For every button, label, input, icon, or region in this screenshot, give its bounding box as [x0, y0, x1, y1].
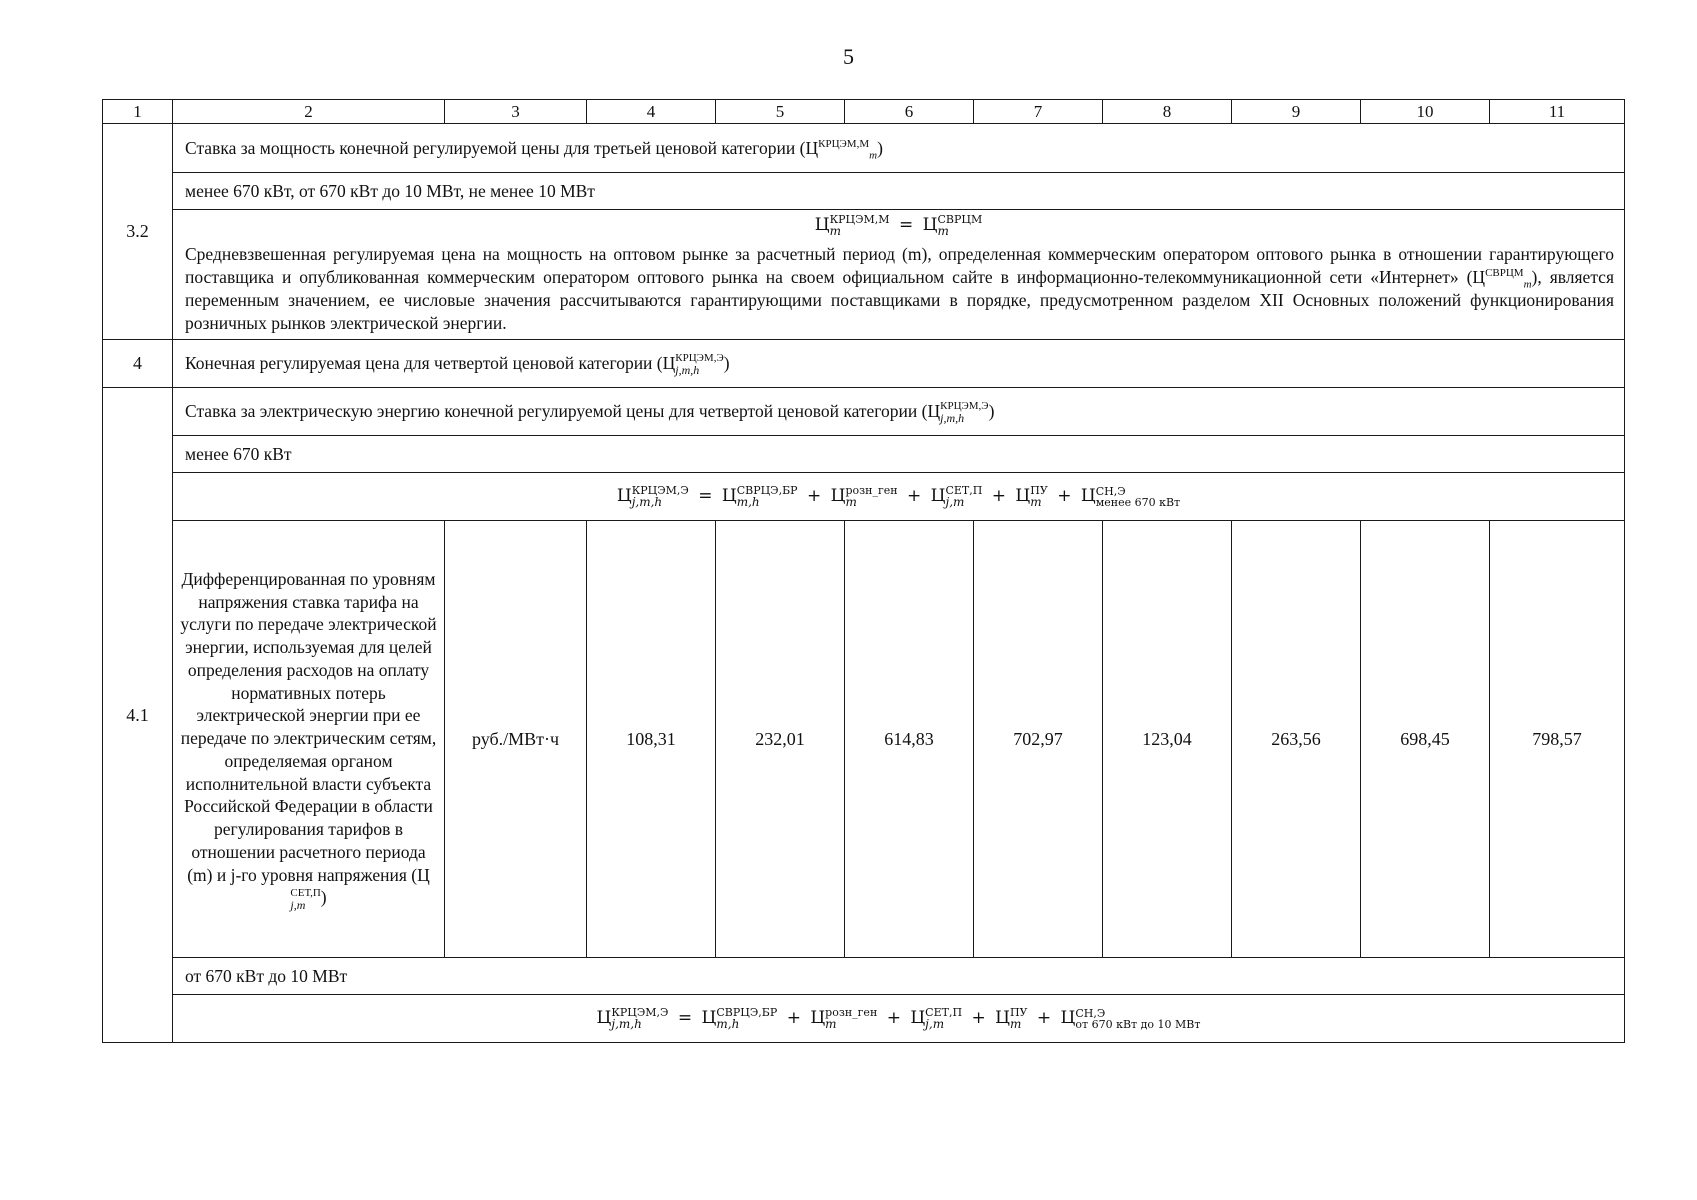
table-row	[103, 340, 1625, 388]
row-3-2-range: менее 670 кВт, от 670 кВт до 10 МВт, не менее 10 МВт	[173, 173, 1625, 210]
row-3-2-title: Ставка за мощность конечной регулируемой цены для третьей ценовой категории $(Ц^{КРЦЭМ,М}_m)$	[173, 124, 1625, 173]
table-row	[103, 995, 1625, 1043]
row-4-1-range-1: менее 670 кВт	[173, 436, 1625, 473]
page-number: 5	[843, 44, 854, 69]
column-number: 8	[1103, 100, 1232, 124]
formula-3-2: Ц КРЦЭМ,М m = Ц СВРЦМ m	[814, 213, 983, 238]
formula-4-1-b: Ц КРЦЭМ,Э j,m,h = Ц СВРЦЭ,БР m,h + Ц розн_ген m + Ц СЕТ,П j,m + Ц ПУ m + Ц СН,Э от 670 кВт до 10 МВт	[173, 995, 1625, 1043]
table-row	[103, 436, 1625, 473]
column-number: 2	[173, 100, 445, 124]
value-cell: 108,31	[587, 521, 716, 958]
row-number-4-1: 4.1	[103, 388, 173, 1043]
tariff-table	[102, 99, 1625, 1043]
column-number: 9	[1232, 100, 1361, 124]
column-number: 3	[445, 100, 587, 124]
column-number: 6	[845, 100, 974, 124]
column-number: 7	[974, 100, 1103, 124]
row-4-title: Конечная регулируемая цена для четвертой ценовой категории (Ц КРЦЭМ,Э j,m,h )	[173, 340, 1625, 388]
value-cell: 798,57	[1490, 521, 1625, 958]
value-cell: 698,45	[1361, 521, 1490, 958]
column-number: 5	[716, 100, 845, 124]
row-4-1-range-2: от 670 кВт до 10 МВт	[173, 958, 1625, 995]
table-row	[103, 173, 1625, 210]
table-row	[103, 521, 1625, 958]
table-row	[103, 473, 1625, 521]
unit-cell: руб./МВт·ч	[445, 521, 587, 958]
column-number: 11	[1490, 100, 1625, 124]
value-cell: 614,83	[845, 521, 974, 958]
row-4-1-title: Ставка за электрическую энергию конечной регулируемой цены для четвертой ценовой категории (Ц КРЦЭМ,Э j,m,h )	[173, 388, 1625, 436]
row-number-4: 4	[103, 340, 173, 388]
column-number-row	[103, 100, 1625, 124]
table-row	[103, 210, 1625, 340]
row-4-1-description: Дифференцированная по уровням напряжения ставка тарифа на услуги по передаче электрической энергии, используемая для целей определения расходов на оплату нормативных потерь электрической энергии при ее передаче по электрическим сетям, определяемая органом исполнительной власти субъекта Российской Федерации в области регулирования тарифов в отношении расчетного периода (m) и j-го уровня напряжения (Ц СЕТ,П j,m )	[173, 521, 445, 958]
formula-4-1-a: Ц КРЦЭМ,Э j,m,h = Ц СВРЦЭ,БР m,h + Ц розн_ген m + Ц СЕТ,П j,m + Ц ПУ m + Ц СН,Э менее 670 кВт	[173, 473, 1625, 521]
column-number: 4	[587, 100, 716, 124]
column-number: 1	[103, 100, 173, 124]
table-row	[103, 388, 1625, 436]
table-row	[103, 958, 1625, 995]
value-cell: 123,04	[1103, 521, 1232, 958]
value-cell: 702,97	[974, 521, 1103, 958]
row-3-2-body	[173, 210, 1625, 340]
table-row	[103, 124, 1625, 173]
column-number: 10	[1361, 100, 1490, 124]
row-3-2-paragraph: Средневзвешенная регулируемая цена на мощность на оптовом рынке за расчетный период (m), определенная коммерческим оператором оптового рынка в отношении гарантирующего поставщика и опубликованная коммерческим оператором оптового рынка на своем официальном сайте в информационно-телекоммуникационной сети «Интернет» $(Ц^{СВРЦМ}_m)$, является переменным значением, ее числовые значения рассчитываются гарантирующими поставщиками в порядке, предусмотренном разделом XII Основных положений функционирования розничных рынков электрической энергии.	[185, 244, 1615, 334]
row-number-3-2: 3.2	[103, 124, 173, 340]
value-cell: 232,01	[716, 521, 845, 958]
value-cell: 263,56	[1232, 521, 1361, 958]
